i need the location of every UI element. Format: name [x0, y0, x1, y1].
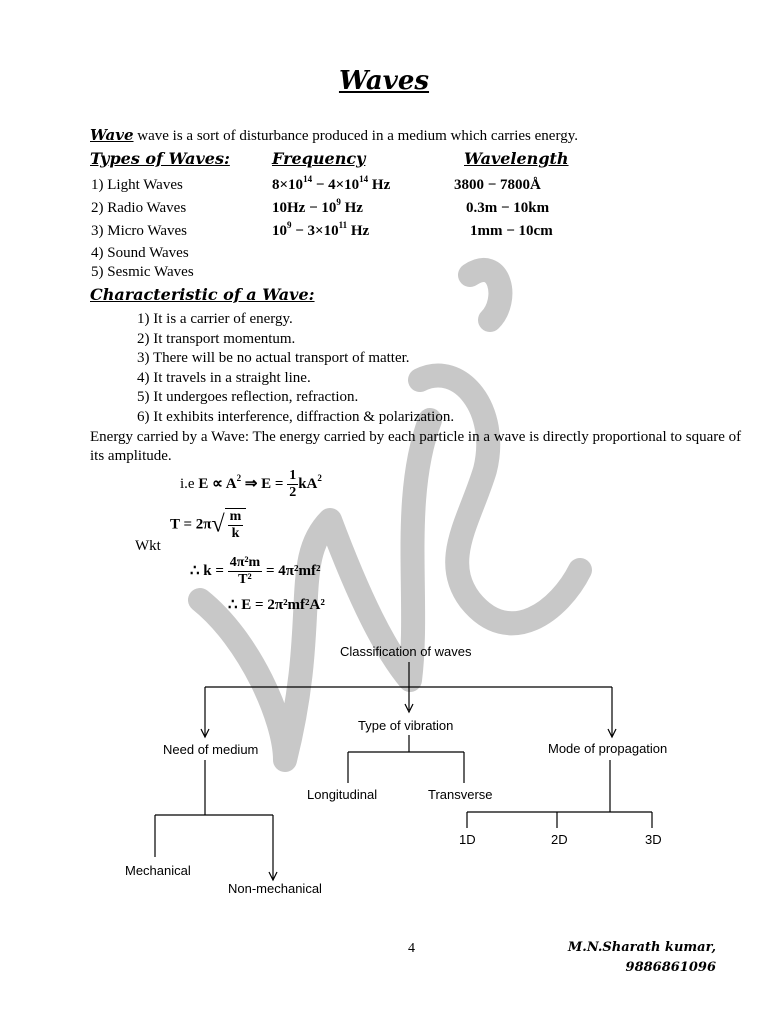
list-item: 3) There will be no actual transport of matter. — [137, 350, 410, 366]
wave-definition-text: wave is a sort of disturbance produced in a medium which carries energy. — [137, 128, 578, 144]
diagram-1d: 1D — [459, 832, 476, 847]
page-title: Waves — [338, 66, 430, 96]
list-item: 5) It undergoes reflection, refraction. — [137, 389, 359, 405]
list-item: 1) It is a carrier of energy. — [137, 311, 293, 327]
types-header: Types of Waves: — [90, 149, 230, 168]
list-item: 2) It transport momentum. — [137, 330, 296, 347]
diagram-type-of-vibration: Type of vibration — [358, 718, 454, 733]
diagram-2d: 2D — [551, 832, 568, 847]
wave-wavelength: 0.3m − 10km — [466, 200, 550, 216]
wave-wavelength: 3800 − 7800Å — [454, 177, 541, 193]
page-number: 4 — [408, 941, 415, 956]
diagram-mechanical: Mechanical — [125, 863, 191, 878]
wave-frequency: $10^9 - 3\times 10^{11}$ Hz — [272, 220, 370, 239]
equation-k: ∴ k = $\frac{\text{4π²m}}{\text{T²}}$ = 4π²mf² — [190, 555, 321, 587]
equation-energy: i.e $E \propto A^2$ ⇒ E = $\frac{1}{2}$ $kA^2$ — [180, 468, 322, 500]
wave-term: Wave — [90, 126, 134, 144]
wavelength-header: Wavelength — [464, 149, 569, 168]
wave-type-name: 1) Light Waves — [91, 177, 183, 193]
equation-period: T = 2π√ $\frac{m}{k}$ — [170, 508, 246, 542]
wave-type-name: 2) Radio Waves — [91, 200, 187, 216]
characteristics-heading: Characteristic of a Wave: — [90, 285, 315, 304]
diagram-3d: 3D — [645, 832, 662, 847]
wave-wavelength: 1mm − 10cm — [470, 223, 553, 239]
wave-frequency: $10Hz - 10^9$ Hz — [272, 197, 363, 216]
diagram-need-of-medium: Need of medium — [163, 742, 259, 757]
list-item: 4) It travels in a straight line. — [137, 369, 311, 386]
wave-type-name: 5) Sesmic Waves — [91, 264, 194, 280]
diagram-mode-of-propagation: Mode of propagation — [548, 741, 668, 756]
wave-frequency: $8\times 10^{14} - 4\times 10^{14}$ Hz — [272, 174, 391, 193]
list-item: 6) It exhibits interference, diffraction & polarization. — [137, 408, 455, 425]
equation-e-final: ∴ E = 2π²mf²A² — [228, 597, 325, 613]
wave-type-name: 4) Sound Waves — [91, 245, 189, 261]
wkt-label: Wkt — [135, 538, 161, 554]
wave-type-name: 3) Micro Waves — [91, 223, 187, 239]
diagram-root: Classification of waves — [340, 644, 472, 659]
author-phone: 9886861096 — [625, 960, 716, 975]
diagram-non-mechanical: Non-mechanical — [228, 881, 322, 896]
author-name: M.N.Sharath kumar, — [567, 940, 716, 955]
energy-paragraph: Energy carried by a Wave: The energy carried by each particle in a wave is directly proportional to square of its amplitude. — [90, 429, 742, 464]
frequency-header: Frequency — [272, 149, 366, 168]
diagram-longitudinal: Longitudinal — [307, 787, 378, 802]
diagram-transverse: Transverse — [428, 787, 493, 802]
